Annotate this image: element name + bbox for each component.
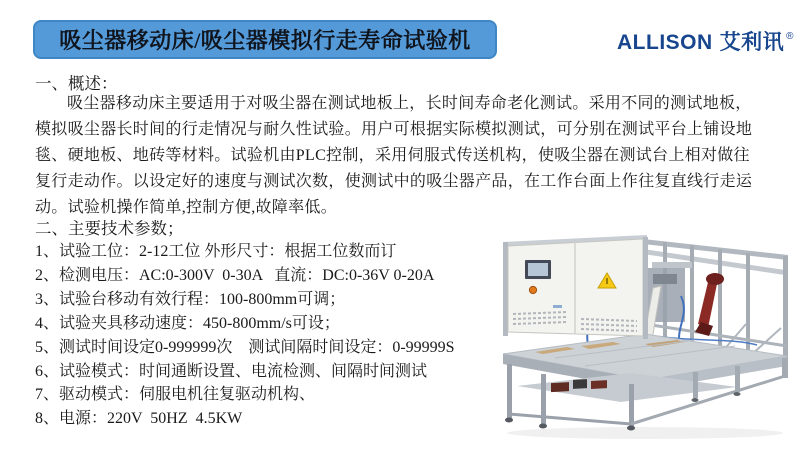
- machine-illustration: [495, 226, 795, 446]
- brand-logo: [617, 26, 794, 56]
- page-title-banner: [33, 20, 497, 59]
- spec-item: 4、试验夹具移动速度：450-800mm/s可设；: [35, 314, 340, 332]
- spec-list: [35, 240, 505, 431]
- spec-item: 8、电源：220V 50HZ 4.5KW: [35, 410, 243, 428]
- overview-line: 复行走动作。以设定好的速度与测试次数，使测试中的吸尘器产品，在工作台面上作往复直线行走运: [35, 173, 753, 190]
- overview-paragraph: [35, 91, 780, 221]
- spec-item: 5、测试时间设定0-999999次 测试间隔时间设定：0-99999S: [35, 338, 455, 356]
- page-title: 吸尘器移动床/吸尘器模拟行走寿命试验机: [59, 28, 471, 53]
- cabinet-label: [553, 305, 562, 308]
- registered-trademark-icon: ®: [786, 31, 795, 42]
- spec-item: 1、试验工位：2-12工位 外形尺寸：根据工位数而订: [35, 243, 397, 260]
- overview-line: 动。试验机操作简单,控制方便,故障率低。: [35, 199, 338, 216]
- spec-item: 6、试验模式：时间通断设置、电流检测、间隔时间测试: [35, 362, 428, 380]
- emergency-button: [529, 286, 536, 293]
- overview-heading: 一、概述：: [35, 74, 118, 93]
- overview-line: 模拟吸尘器长时间的行走情况与耐久性试验。用户可根据实际模拟测试，可分别在测试平台上铺设地: [35, 121, 753, 138]
- control-cabinet: [503, 235, 648, 339]
- shadow: [507, 427, 783, 439]
- overview-line: 毯、硬地板、地砖等材料。试验机由PLC控制，采用伺服式传送机构，使吸尘器在测试台上相对做往: [35, 147, 750, 164]
- overview-line: 吸尘器移动床主要适用于对吸尘器在测试地板上，长时间寿命老化测试。采用不同的测试地板，: [67, 95, 752, 112]
- brand-name-en: ALLISON: [617, 31, 713, 54]
- brand-name-cn: 艾利讯: [719, 31, 785, 54]
- spec-item: 7、驱动模式：伺服电机往复驱动机构、: [35, 386, 316, 404]
- spec-item: 2、检测电压：AC:0-300V 0-30A 直流：DC:0-36V 0-20A: [35, 266, 435, 284]
- spec-item: 3、试验台移动有效行程：100-800mm可调；: [35, 290, 346, 308]
- machine-photo: [495, 226, 795, 446]
- specs-heading: 二、主要技术参数；: [35, 219, 184, 238]
